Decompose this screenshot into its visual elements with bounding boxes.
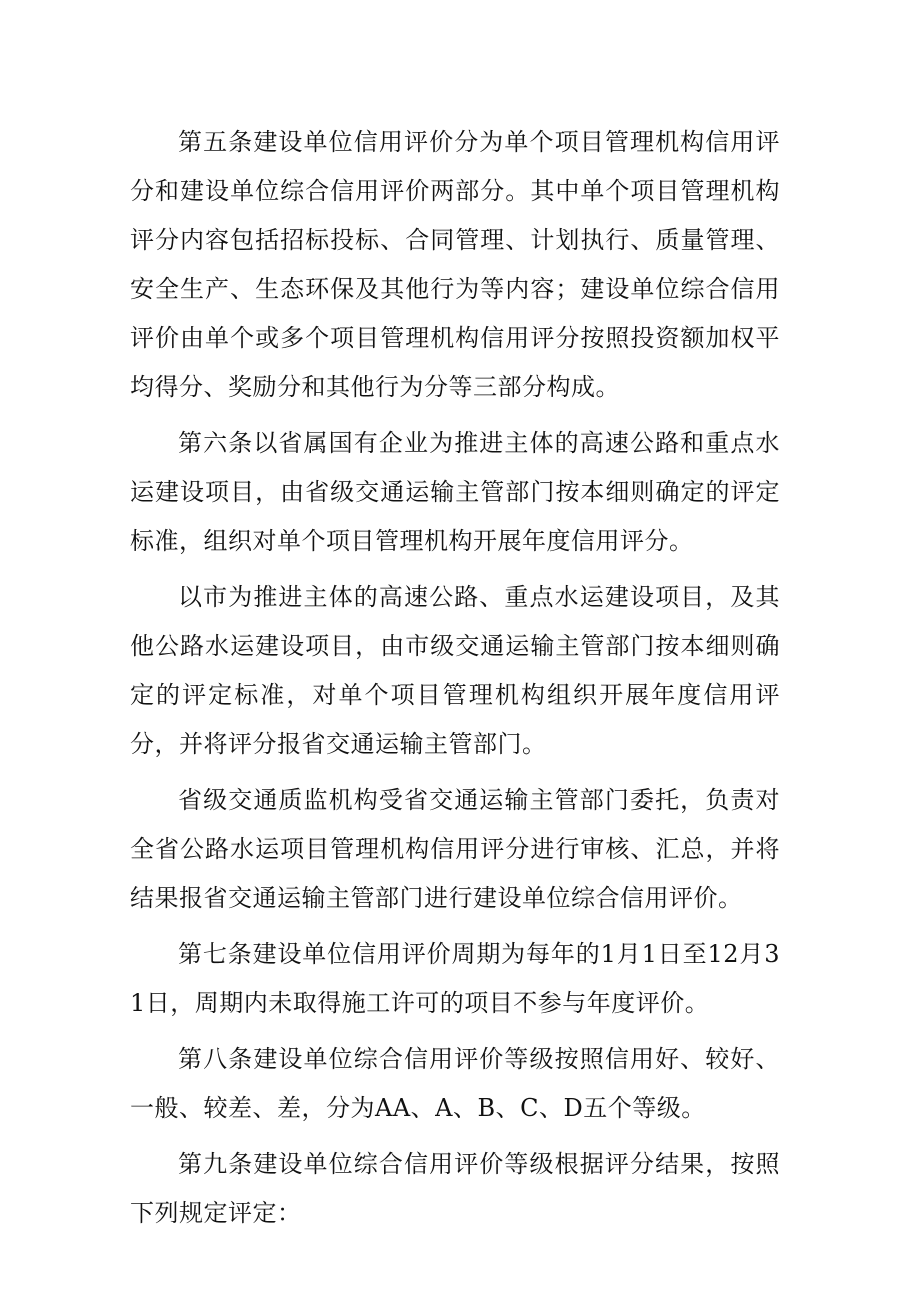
paragraph-article-5: 第五条建设单位信用评价分为单个项目管理机构信用评分和建设单位综合信用评价两部分。其中单个项目管理机构评分内容包括招标投标、合同管理、计划执行、质量管理、安全生产、生态环保及其他行为等内容；建设单位综合信用评价由单个或多个项目管理机构信用评分按照投资额加权平均得分、奖励分和其他行为分等三部分构成。 (130, 128, 780, 401)
paragraph-article-7: 第七条建设单位信用评价周期为每年的1月1日至12月31日，周期内未取得施工许可的项目不参与年度评价。 (130, 940, 780, 1017)
paragraph-quality-supervision: 省级交通质监机构受省交通运输主管部门委托，负责对全省公路水运项目管理机构信用评分进行审核、汇总，并将结果报省交通运输主管部门进行建设单位综合信用评价。 (130, 786, 780, 912)
paragraph-article-9: 第九条建设单位综合信用评价等级根据评分结果，按照下列规定评定： (130, 1150, 780, 1227)
paragraph-article-6: 第六条以省属国有企业为推进主体的高速公路和重点水运建设项目，由省级交通运输主管部门按本细则确定的评定标准，组织对单个项目管理机构开展年度信用评分。 (130, 429, 780, 555)
paragraph-city-projects: 以市为推进主体的高速公路、重点水运建设项目，及其他公路水运建设项目，由市级交通运输主管部门按本细则确定的评定标准，对单个项目管理机构组织开展年度信用评分，并将评分报省交通运输主管部门。 (130, 583, 780, 758)
paragraph-article-8: 第八条建设单位综合信用评价等级按照信用好、较好、一般、较差、差，分为AA、A、B、C、D五个等级。 (130, 1045, 780, 1122)
document-body (130, 118, 780, 1245)
